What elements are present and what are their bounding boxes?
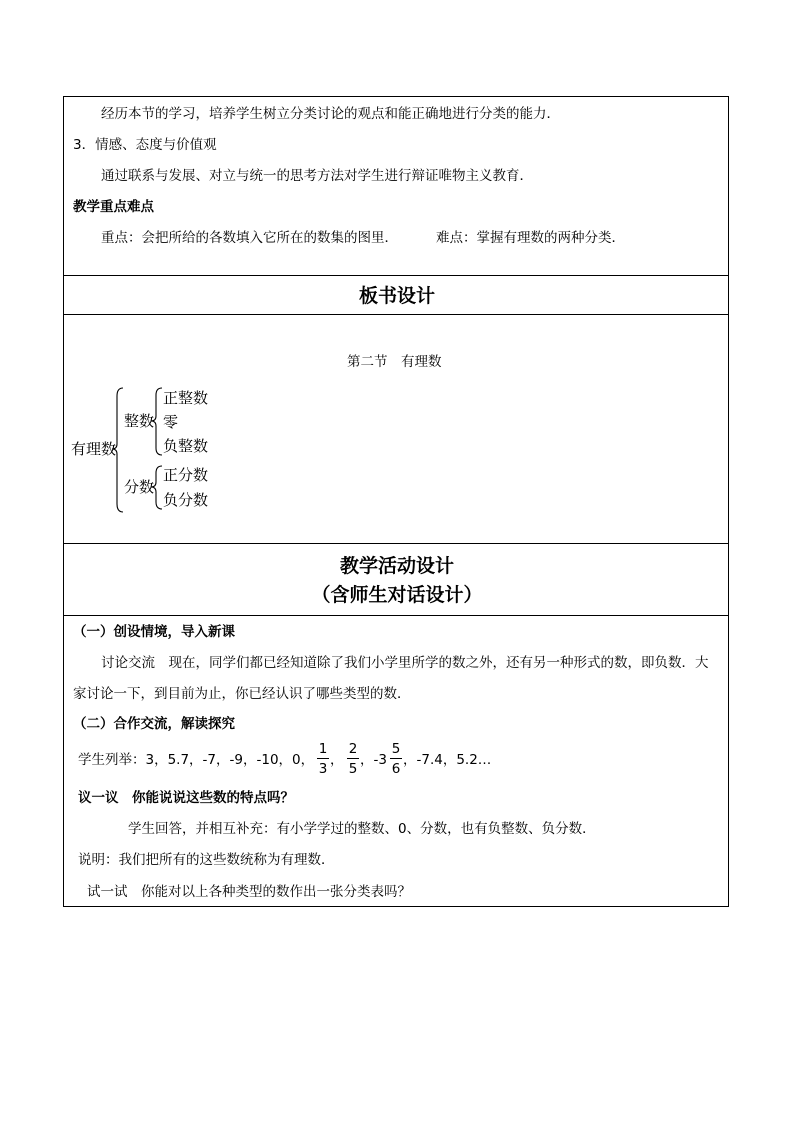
examples-suffix: ，-7.4，5.2… [403,752,492,768]
part1-text: 家讨论一下，到目前为止，你已经认识了哪些类型的数． [73,686,411,702]
classification-group-fraction: 分数 [124,478,155,496]
board-header: 板书设计 [358,285,435,307]
classification-item: 正整数 [163,389,209,407]
examples-prefix: 学生列举：3，5.7，-7，-9，-10，0， [78,752,315,768]
separator: ， [330,752,344,768]
activity-header: 教学活动设计 [339,555,454,577]
part1-text: 讨论交流 现在，同学们都已经知道除了我们小学里所学的数之外，还有另一种形式的数，即负数．大 [101,655,709,671]
fraction: 2 5 [348,741,358,777]
objective-heading: 3．情感、态度与价值观 [73,137,217,153]
objective-text: 通过联系与发展、对立与统一的思考方法对学生进行辩证唯物主义教育． [101,168,533,184]
classification-item: 正分数 [163,466,209,484]
classification-group-integer: 整数 [124,412,155,430]
try-text: 试一试 你能对以上各种类型的数作出一张分类表吗？ [87,884,411,900]
discuss-title: 议一议 你能说说这些数的特点吗？ [78,790,294,806]
part2-title: （二）合作交流，解读探究 [73,716,235,732]
explain-text: 说明：我们把所有的这些数统称为有理数． [78,852,335,868]
part1-title: （一）创设情境，导入新课 [73,624,235,640]
fraction: 5 6 [391,741,401,777]
objective-text: 经历本节的学习，培养学生树立分类讨论的观点和能正确地进行分类的能力． [101,106,560,122]
focus-key: 重点：会把所给的各数填入它所在的数集的图里． [101,230,398,246]
classification-item: 负整数 [163,437,209,455]
focus-title: 教学重点难点 [73,199,154,215]
focus-hard: 难点：掌握有理数的两种分类． [436,230,625,246]
separator: ，-3 [360,752,387,768]
fraction: 1 3 [318,741,328,777]
classification-item: 负分数 [163,491,209,509]
board-section-title: 第二节 有理数 [347,354,442,370]
activity-subheader: （含师生对话设计） [311,584,483,606]
classification-item: 零 [163,413,179,431]
answer-text: 学生回答，并相互补充：有小学学过的整数、0、分数，也有负整数、负分数． [128,821,596,837]
classification-root: 有理数 [71,440,117,458]
